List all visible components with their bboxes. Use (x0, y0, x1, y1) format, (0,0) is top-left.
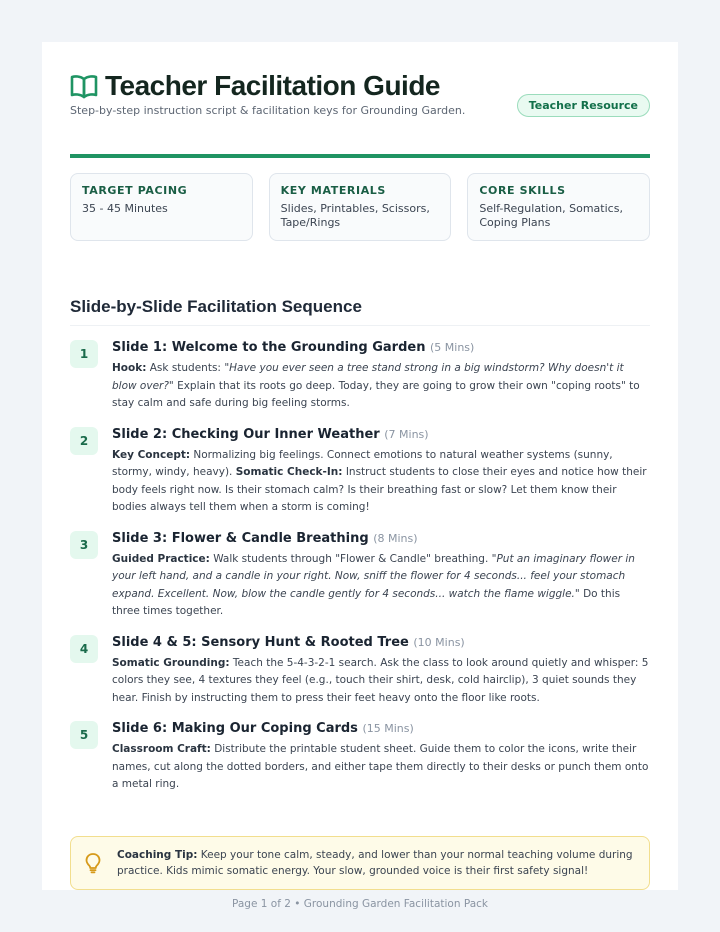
section-title: Slide-by-Slide Facilitation Sequence (70, 297, 650, 326)
step-description (112, 447, 650, 517)
step-title-text: Slide 4 & 5: Sensory Hunt & Rooted Tree (112, 634, 409, 650)
book-open-icon (70, 73, 98, 99)
step-label: Hook: (112, 362, 147, 374)
step-duration: (7 Mins) (384, 427, 429, 441)
step-text: Normalizing big feelings. Connect emotions to natural weather systems (sunny, stormy, windy, heavy). (112, 448, 613, 478)
step-number: 5 (70, 721, 98, 749)
lightbulb-icon (83, 852, 103, 874)
tip-label: Coaching Tip: (117, 848, 198, 861)
step-label: Guided Practice: (112, 552, 210, 565)
step-body (112, 529, 650, 621)
step-text: Walk students through "Flower & Candle" breathing. (209, 552, 492, 565)
summary-cards (70, 173, 650, 241)
step-text: Do this three times together. (112, 587, 621, 617)
step-text: Explain that its roots go deep. Today, they are going to grow their own "coping roots" to stay calm and safe during big feeling storms. (112, 379, 640, 409)
step-number: 2 (70, 427, 98, 455)
teacher-resource-badge: Teacher Resource (517, 94, 650, 117)
card-core-skills (467, 173, 650, 241)
card-target-pacing (70, 173, 253, 241)
step-duration: (8 Mins) (373, 531, 418, 545)
step-title (112, 338, 650, 357)
facilitation-steps (70, 338, 650, 794)
step-text: Ask students: (146, 362, 225, 374)
step-1 (70, 338, 650, 413)
step-duration: (10 Mins) (413, 635, 465, 649)
step-label: Somatic Grounding: (112, 656, 230, 669)
step-body (112, 425, 650, 517)
step-text: Teach the 5-4-3-2-1 search. Ask the class to look around quietly and whisper: 5 colors they see, 4 textures they feel (e.g., touch their shirt, desk, cold hairclip), 3 quiet sounds they hear. Finish by instructing them to press their feet heavy onto the floor like roots. (112, 656, 649, 704)
step-text: Distribute the printable student sheet. Guide them to color the icons, write their names, cut along the dotted borders, and either tape them directly to their desks or punch them onto a metal ring. (112, 743, 649, 790)
card-value: Slides, Printables, Scissors, Tape/Rings (280, 202, 430, 229)
step-title-text: Slide 1: Welcome to the Grounding Garden (112, 340, 426, 355)
step-5 (70, 719, 650, 794)
page-title: Teacher Facilitation Guide (105, 70, 441, 101)
step-description (112, 655, 650, 708)
step-quote: "Put an imaginary flower in your left hand, and a candle in your right. Now, sniff the flower for 4 seconds... feel your stomach expand. Excellent. Now, blow the candle gently for 4 seconds... watch the flame wiggle." (112, 552, 635, 600)
step-number: 3 (70, 531, 98, 559)
step-title (112, 633, 650, 652)
step-quote: "Have you ever seen a tree stand strong in a big windstorm? Why doesn't it blow over?" (112, 362, 624, 392)
step-title (112, 529, 650, 548)
step-title-text: Slide 6: Making Our Coping Cards (112, 721, 358, 736)
step-2 (70, 425, 650, 517)
step-duration: (15 Mins) (362, 722, 414, 735)
step-title (112, 719, 650, 738)
step-body (112, 633, 650, 708)
step-label: Classroom Craft: (112, 743, 211, 755)
step-text: Instruct students to close their eyes and notice how their body feels right now. Is their stomach calm? Is their breathing fast or slow? Let them know their bodies always tell them when a storm is coming! (112, 466, 647, 513)
tip-text (117, 847, 639, 879)
coaching-tip (70, 836, 650, 890)
page-subtitle: Step-by-step instruction script & facilitation keys for Grounding Garden. (70, 104, 466, 117)
card-title: KEY MATERIALS (280, 184, 386, 197)
header (70, 70, 650, 158)
card-title: TARGET PACING (82, 184, 188, 197)
card-value: 35 - 45 Minutes (82, 202, 168, 215)
step-title (112, 425, 650, 444)
step-number: 4 (70, 635, 98, 663)
step-body (112, 719, 650, 794)
card-title: CORE SKILLS (479, 184, 566, 197)
step-title-text: Slide 2: Checking Our Inner Weather (112, 426, 380, 442)
step-label: Somatic Check-In: (235, 466, 343, 478)
step-duration: (5 Mins) (430, 341, 475, 354)
step-3 (70, 529, 650, 621)
step-4 (70, 633, 650, 708)
card-key-materials (269, 173, 452, 241)
step-description (112, 741, 650, 794)
card-value: Self-Regulation, Somatics, Coping Plans (479, 202, 623, 229)
step-body (112, 338, 650, 413)
step-title-text: Slide 3: Flower & Candle Breathing (112, 530, 369, 546)
tip-body: Keep your tone calm, steady, and lower than your normal teaching volume during practice. Kids mimic somatic energy. Your slow, grounded voice is their first safety signal! (117, 848, 633, 877)
page-footer: Page 1 of 2 • Grounding Garden Facilitation Pack (232, 897, 488, 910)
step-label: Key Concept: (112, 448, 191, 461)
header-divider (70, 154, 650, 158)
guide-page (42, 42, 678, 910)
step-description (112, 551, 650, 621)
step-number: 1 (70, 340, 98, 368)
step-description (112, 360, 650, 413)
